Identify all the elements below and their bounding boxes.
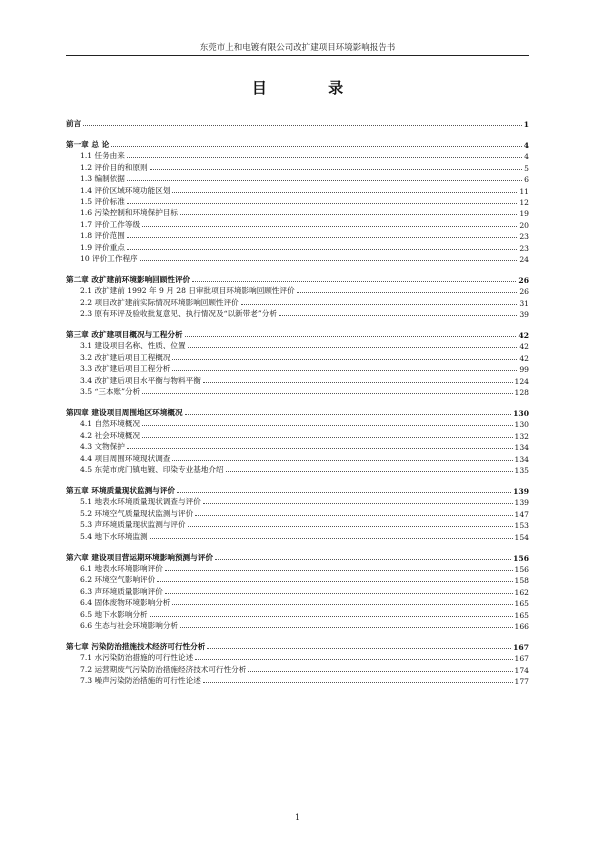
toc-entry-page: 174 bbox=[514, 665, 529, 675]
toc-entry-page: 6 bbox=[524, 175, 529, 185]
toc-entry-page: 134 bbox=[514, 454, 529, 464]
toc-entry-title: 6.4 固体废物环境影响分析 bbox=[80, 598, 171, 608]
toc-entry-title: 4.1 自然环境概况 bbox=[80, 419, 141, 429]
dot-leader bbox=[150, 616, 513, 617]
toc-section-entry[interactable] bbox=[66, 351, 529, 362]
toc-entry-title: 4.3 文物保护 bbox=[80, 442, 125, 452]
toc-entry-title: 1.6 污染控制和环境保护目标 bbox=[80, 208, 179, 218]
toc-section-entry[interactable] bbox=[66, 675, 529, 686]
toc-entry-title: 1.3 编制依据 bbox=[80, 174, 125, 184]
toc-section-entry[interactable] bbox=[66, 374, 529, 385]
toc-entry-page: 4 bbox=[524, 152, 529, 162]
toc-chapter-entry[interactable] bbox=[66, 402, 529, 418]
toc-section-entry[interactable] bbox=[66, 230, 529, 241]
toc-entry-title: 第二章 改扩建前环境影响回顾性评价 bbox=[66, 274, 191, 284]
toc-entry-title: 6.3 声环境质量影响评价 bbox=[80, 586, 163, 596]
dot-leader bbox=[207, 648, 511, 649]
dot-leader bbox=[172, 460, 512, 461]
toc-section-entry[interactable] bbox=[66, 340, 529, 351]
dot-leader bbox=[215, 559, 511, 560]
toc-entry-title: 第七章 污染防治措施技术经济可行性分析 bbox=[66, 641, 206, 651]
toc-section-entry[interactable] bbox=[66, 184, 529, 195]
toc-section-entry[interactable] bbox=[66, 563, 529, 574]
dot-leader bbox=[172, 359, 517, 360]
toc-entry-title: 1.4 评价区域环境功能区划 bbox=[80, 185, 171, 195]
toc-entry-title: 6.1 地表水环境影响评价 bbox=[80, 563, 163, 573]
toc-entry-page: 5 bbox=[524, 163, 529, 173]
dot-leader bbox=[127, 180, 522, 181]
toc-entry-title: 7.2 运营期废气污染防治措施经济技术可行性分析 bbox=[80, 664, 247, 674]
toc-entry-title: 1.2 评价目的和原则 bbox=[80, 162, 148, 172]
toc-entry-page: 39 bbox=[519, 310, 529, 320]
toc-entry-title: 4.5 东莞市虎门镇电镀、印染专业基地介绍 bbox=[80, 464, 224, 474]
toc-entry-title: 1.7 评价工作等级 bbox=[80, 219, 141, 229]
toc-section-entry[interactable] bbox=[66, 150, 529, 161]
toc-entry-page: 128 bbox=[514, 388, 529, 398]
toc-section-entry[interactable] bbox=[66, 161, 529, 172]
toc-entry-page: 11 bbox=[519, 186, 529, 196]
toc-entry-title: 1.5 评价标准 bbox=[80, 196, 125, 206]
dot-leader bbox=[127, 157, 522, 158]
toc-entry-page: 26 bbox=[519, 287, 529, 297]
toc-entry-title: 1.1 任务由来 bbox=[80, 151, 125, 161]
toc-entry-page: 132 bbox=[514, 431, 529, 441]
toc-entry-title: 1.9 评价重点 bbox=[80, 242, 125, 252]
toc-section-entry[interactable] bbox=[66, 496, 529, 507]
toc-chapter-entry[interactable] bbox=[66, 134, 529, 150]
toc-entry-title: 5.2 环境空气质量现状监测与评价 bbox=[80, 508, 194, 518]
toc-entry-title: 3.4 改扩建后项目水平衡与物料平衡 bbox=[80, 375, 201, 385]
toc-entry-page: 167 bbox=[514, 654, 529, 664]
dot-leader bbox=[203, 382, 513, 383]
dot-leader bbox=[172, 192, 517, 193]
toc-entry-title: 2.2 项目改扩建前实际情况环境影响回顾性评价 bbox=[80, 297, 239, 307]
toc-entry-page: 20 bbox=[519, 220, 529, 230]
dot-leader bbox=[142, 437, 512, 438]
dot-leader bbox=[177, 492, 511, 493]
toc-entry-page: 31 bbox=[519, 298, 529, 308]
toc-entry-title: 7.3 噪声污染防治措施的可行性论述 bbox=[80, 676, 201, 686]
dot-leader bbox=[127, 237, 517, 238]
toc-entry-title: 第一章 总 论 bbox=[66, 140, 110, 149]
toc-entry-page: 134 bbox=[514, 443, 529, 453]
toc-entry-page: 154 bbox=[514, 532, 529, 542]
toc-section-entry[interactable] bbox=[66, 441, 529, 452]
toc-section-entry[interactable] bbox=[66, 386, 529, 397]
toc-entry-title: 5.3 声环境质量现状监测与评价 bbox=[80, 520, 186, 530]
toc-entry-title: 10 评价工作程序 bbox=[80, 253, 138, 263]
toc-section-entry[interactable] bbox=[66, 597, 529, 608]
toc-entry-page: 23 bbox=[519, 232, 529, 242]
toc-section-entry[interactable] bbox=[66, 452, 529, 463]
toc-entry-page: 156 bbox=[513, 553, 529, 563]
toc-entry-page: 162 bbox=[514, 587, 529, 597]
toc-entry-page: 124 bbox=[514, 376, 529, 386]
dot-leader bbox=[188, 347, 518, 348]
toc-entry-title: 2.3 原有环评及验收批复意见、执行情况及“以新带老”分析 bbox=[80, 309, 277, 319]
toc-section-entry[interactable] bbox=[66, 620, 529, 631]
toc-chapter-entry[interactable] bbox=[66, 269, 529, 285]
dot-leader bbox=[127, 249, 517, 250]
dot-leader bbox=[111, 146, 521, 147]
dot-leader bbox=[142, 425, 512, 426]
toc-entry-page: 99 bbox=[519, 365, 529, 375]
toc-entry-title: 5.1 地表水环境质量现状调查与评价 bbox=[80, 497, 201, 507]
toc-section-entry[interactable] bbox=[66, 507, 529, 518]
dot-leader bbox=[226, 471, 513, 472]
toc-entry-page: 130 bbox=[514, 420, 529, 430]
toc-section-entry[interactable] bbox=[66, 196, 529, 207]
toc-section-entry[interactable] bbox=[66, 296, 529, 307]
toc-section-entry[interactable] bbox=[66, 530, 529, 541]
toc-entry-page: 135 bbox=[514, 465, 529, 475]
toc-entry-page: 177 bbox=[514, 677, 529, 687]
toc-section-entry[interactable] bbox=[66, 173, 529, 184]
toc-section-entry[interactable] bbox=[66, 585, 529, 596]
header-rule bbox=[66, 55, 529, 56]
toc-section-entry[interactable] bbox=[66, 285, 529, 296]
dot-leader bbox=[127, 203, 517, 204]
toc-entry-title: 第六章 建设项目营运期环境影响预测与评价 bbox=[66, 552, 213, 562]
dot-leader bbox=[142, 226, 517, 227]
toc-entry-title: 6.2 环境空气影响评价 bbox=[80, 575, 156, 585]
page-number: 1 bbox=[294, 813, 301, 822]
toc-chapter-entry[interactable] bbox=[66, 636, 529, 652]
toc-section-entry[interactable] bbox=[66, 207, 529, 218]
dot-leader bbox=[248, 671, 512, 672]
toc-entry-page: 156 bbox=[514, 564, 529, 574]
dot-leader bbox=[127, 448, 513, 449]
toc-entry-page: 139 bbox=[514, 498, 529, 508]
toc-section-entry[interactable] bbox=[66, 308, 529, 319]
running-header: 东莞市上和电镀有限公司改扩建项目环境影响报告书 bbox=[199, 43, 396, 53]
dot-leader bbox=[192, 281, 516, 282]
toc-entry-page: 158 bbox=[514, 576, 529, 586]
toc-section-entry[interactable] bbox=[66, 429, 529, 440]
dot-leader bbox=[172, 370, 517, 371]
toc-section-entry[interactable] bbox=[66, 608, 529, 619]
dot-leader bbox=[188, 526, 513, 527]
dot-leader bbox=[279, 315, 517, 316]
toc-chapter-entry[interactable] bbox=[66, 480, 529, 496]
toc-entry-title: 5.4 地下水环境监测 bbox=[80, 531, 148, 541]
toc-entry-page: 19 bbox=[519, 209, 529, 219]
toc-entry-page: 24 bbox=[519, 254, 529, 264]
toc-section-entry[interactable] bbox=[66, 652, 529, 663]
toc-entry-page: 26 bbox=[518, 275, 529, 285]
toc-entry-title: 6.5 地下水影响分析 bbox=[80, 609, 148, 619]
toc-section-entry[interactable] bbox=[66, 519, 529, 530]
toc-entry-page: 139 bbox=[513, 486, 529, 496]
toc-entry-title: 2.1 改扩建前 1992 年 9 月 28 日审批项目环境影响回顾性评价 bbox=[80, 286, 295, 296]
toc-section-entry[interactable] bbox=[66, 464, 529, 475]
table-of-contents bbox=[66, 113, 529, 686]
toc-entry-title: 3.2 改扩建后项目工程概况 bbox=[80, 352, 171, 362]
dot-leader bbox=[203, 503, 513, 504]
dot-leader bbox=[140, 260, 518, 261]
toc-entry-page: 42 bbox=[519, 342, 529, 352]
toc-entry-title: 第四章 建设项目周围地区环境概况 bbox=[66, 408, 183, 418]
toc-entry-title: 7.1 水污染防治措施的可行性论述 bbox=[80, 653, 194, 663]
toc-section-entry[interactable] bbox=[66, 241, 529, 252]
toc-entry-page: 165 bbox=[514, 610, 529, 620]
toc-section-entry[interactable] bbox=[66, 418, 529, 429]
dot-leader bbox=[150, 169, 523, 170]
toc-entry-page: 12 bbox=[519, 197, 529, 207]
toc-chapter-entry[interactable] bbox=[66, 547, 529, 563]
toc-entry-page: 23 bbox=[519, 243, 529, 253]
dot-leader bbox=[185, 336, 517, 337]
toc-entry-title: 前言 bbox=[66, 119, 82, 128]
dot-leader bbox=[83, 125, 522, 126]
toc-entry-page: 165 bbox=[514, 599, 529, 609]
toc-chapter-entry[interactable] bbox=[66, 324, 529, 340]
toc-entry-page: 42 bbox=[519, 353, 529, 363]
toc-entry-title: 3.1 建设项目名称、性质、位置 bbox=[80, 341, 186, 351]
dot-leader bbox=[241, 304, 518, 305]
toc-entry-title: 4.2 社会环境概况 bbox=[80, 430, 141, 440]
toc-entry-page: 166 bbox=[514, 621, 529, 631]
toc-entry-page: 147 bbox=[514, 509, 529, 519]
dot-leader bbox=[195, 515, 512, 516]
toc-entry-page: 130 bbox=[513, 409, 529, 419]
toc-entry-title: 第五章 环境质量现状监测与评价 bbox=[66, 485, 175, 495]
toc-section-entry[interactable] bbox=[66, 574, 529, 585]
toc-entry-title: 1.8 评价范围 bbox=[80, 231, 125, 241]
dot-leader bbox=[172, 604, 512, 605]
toc-entry-page: 1 bbox=[523, 120, 529, 129]
toc-entry-page: 42 bbox=[518, 331, 529, 341]
toc-entry-title: 第三章 改扩建项目概况与工程分析 bbox=[66, 330, 183, 340]
toc-entry-title: 6.6 生态与社会环境影响分析 bbox=[80, 620, 179, 630]
dot-leader bbox=[297, 292, 518, 293]
dot-leader bbox=[180, 214, 517, 215]
dot-leader bbox=[165, 570, 513, 571]
toc-entry-page: 167 bbox=[513, 642, 529, 652]
toc-section-entry[interactable] bbox=[66, 253, 529, 264]
dot-leader bbox=[142, 393, 512, 394]
toc-entry-page: 153 bbox=[514, 521, 529, 531]
dot-leader bbox=[203, 682, 513, 683]
dot-leader bbox=[150, 538, 513, 539]
toc-entry-page: 4 bbox=[523, 141, 529, 150]
dot-leader bbox=[165, 593, 513, 594]
toc-section-entry[interactable] bbox=[66, 363, 529, 374]
toc-section-entry[interactable] bbox=[66, 218, 529, 229]
toc-chapter-entry[interactable] bbox=[66, 113, 529, 129]
dot-leader bbox=[157, 581, 512, 582]
toc-entry-title: 4.4 项目周围环境现状调查 bbox=[80, 453, 171, 463]
toc-title: 目 录 bbox=[251, 79, 372, 97]
toc-entry-title: 3.5 “三本账”分析 bbox=[80, 387, 141, 397]
dot-leader bbox=[195, 659, 512, 660]
toc-entry-title: 3.3 改扩建后项目工程分析 bbox=[80, 364, 171, 374]
dot-leader bbox=[180, 627, 512, 628]
toc-section-entry[interactable] bbox=[66, 663, 529, 674]
dot-leader bbox=[185, 414, 512, 415]
